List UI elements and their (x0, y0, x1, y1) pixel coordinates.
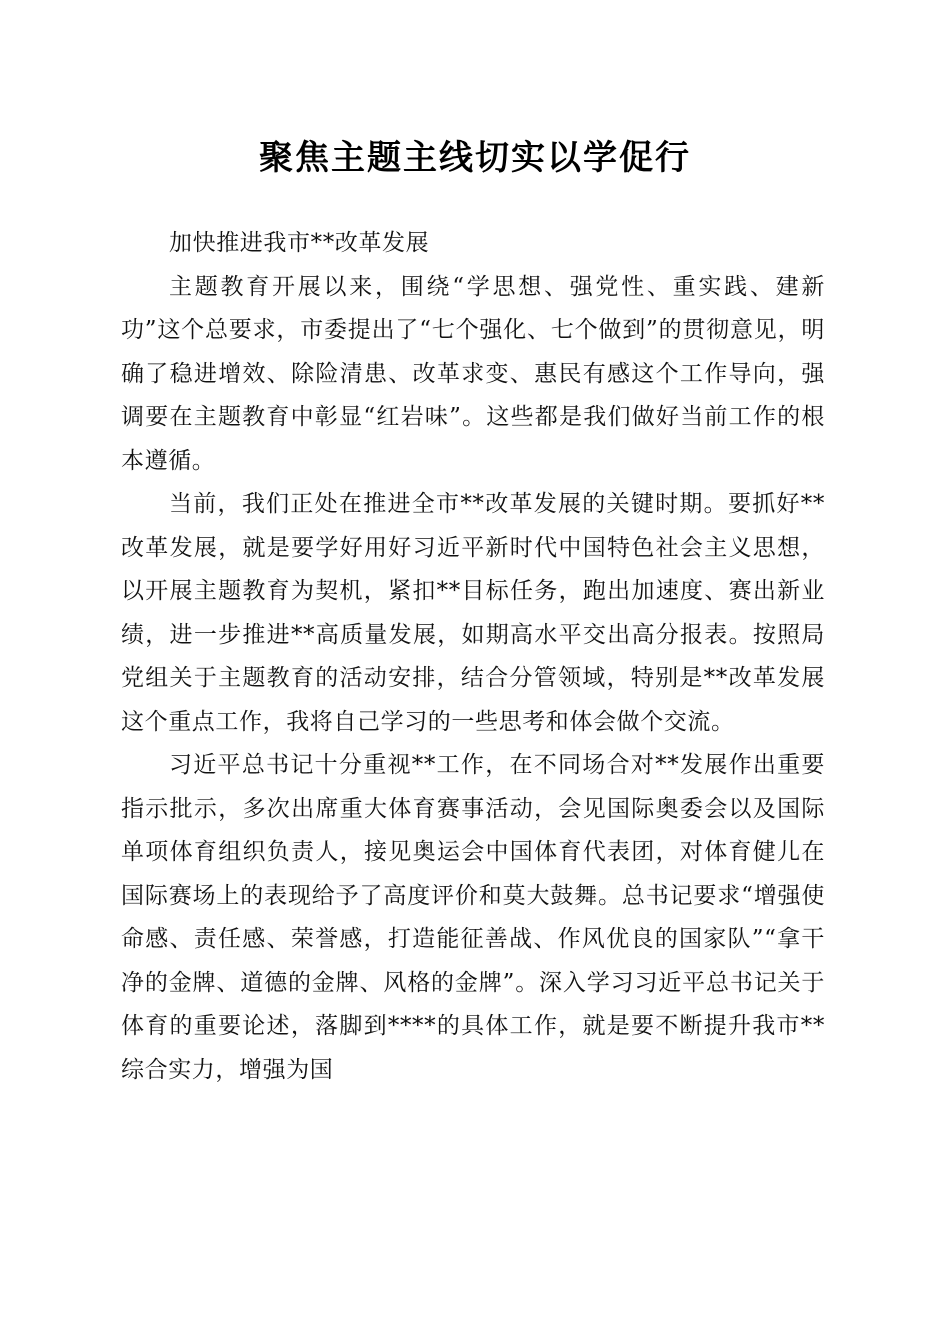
subtitle-paragraph: 加快推进我市**改革发展 (169, 230, 430, 256)
document-body (121, 222, 825, 1092)
body-paragraph: 习近平总书记十分重视**工作，在不同场合对**发展作出重要指示批示，多次出席重大体育赛事活动，会见国际奥委会以及国际单项体育组织负责人，接见奥运会中国体育代表团，对体育健儿在国际赛场上的表现给予了高度评价和莫大鼓舞。总书记要求“增强使命感、责任感、荣誉感，打造能征善战、作风优良的国家队”“拿干净的金牌、道德的金牌、风格的金牌”。深入学习习近平总书记关于体育的重要论述，落脚到****的具体工作，就是要不断提升我市**综合实力，增强为国 (121, 752, 825, 1083)
document-title: 聚焦主题主线切实以学促行 (259, 138, 691, 178)
body-paragraph: 当前，我们正处在推进全市**改革发展的关键时期。要抓好**改革发展，就是要学好用好习近平新时代中国特色社会主义思想，以开展主题教育为契机，紧扣**目标任务，跑出加速度、赛出新业绩，进一步推进**高质量发展，如期高水平交出高分报表。按照局党组关于主题教育的活动安排，结合分管领域，特别是**改革发展这个重点工作，我将自己学习的一些思考和体会做个交流。 (121, 491, 825, 735)
body-paragraph: 主题教育开展以来，围绕“学思想、强党性、重实践、建新功”这个总要求，市委提出了“七个强化、七个做到”的贯彻意见，明确了稳进增效、除险清患、改革求变、惠民有感这个工作导向，强调要在主题教育中彰显“红岩味”。这些都是我们做好当前工作的根本遵循。 (121, 273, 825, 474)
